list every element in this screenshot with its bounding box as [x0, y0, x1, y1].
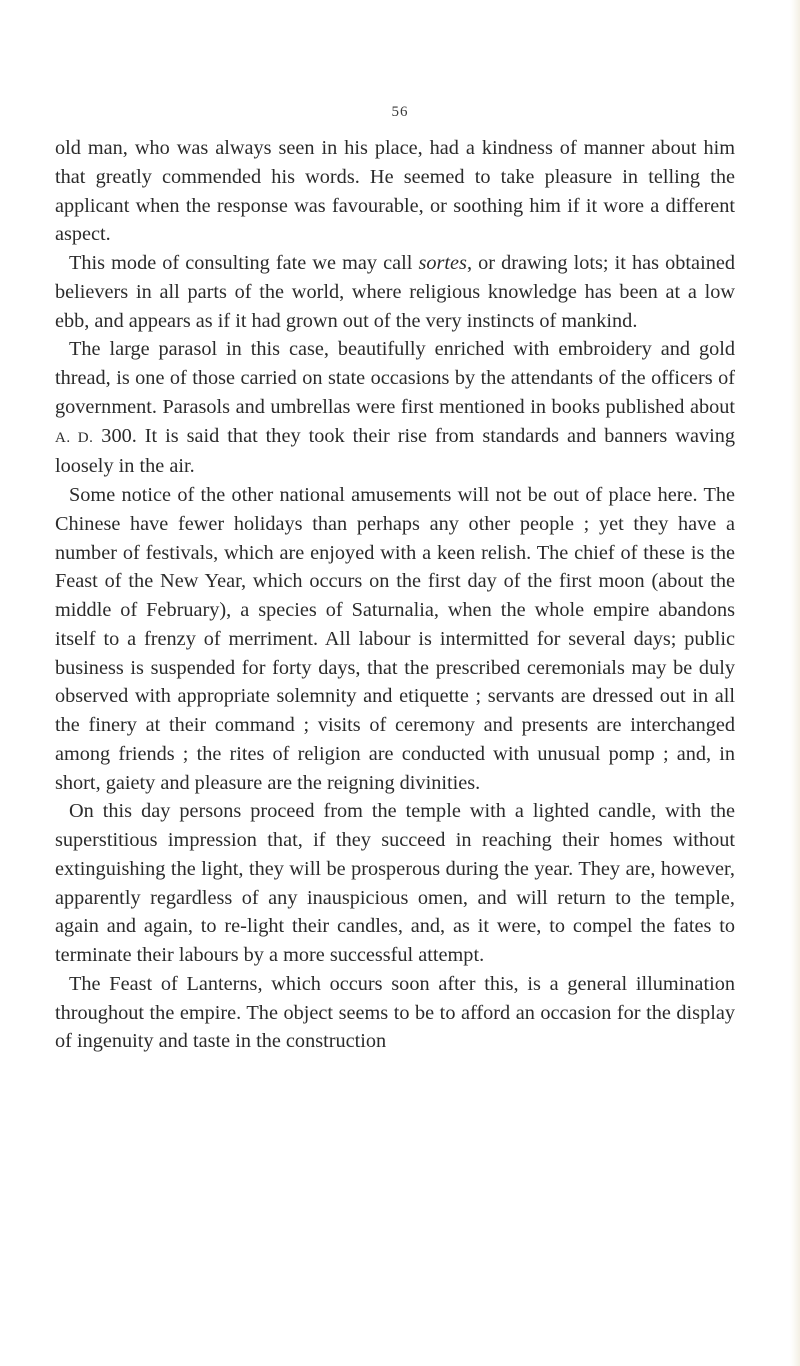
- paragraph-2-text-b: , or drawing lots; it has obtained believers in all parts of the world, where religious knowledge has been at a low ebb, and appears as if it had grown out of the very instincts of mankind.: [55, 252, 735, 332]
- paragraph-6-text: The Feast of Lanterns, which occurs soon after this, is a general illumination throughout the empire. The object seems to be to afford an occasion for the display of ingenuity and taste in the construction: [55, 972, 735, 1053]
- era-abbreviation: A. D.: [55, 429, 94, 446]
- paragraph-4-text: Some notice of the other national amusements will not be out of place here. The Chinese have fewer holidays than perhaps any other people ; yet they have a number of festivals, which are enjoyed with a keen relish. The chief of these is the Feast of the New Year, which occurs on the first day of the first moon (about the middle of February), a species of Saturnalia, when the whole empire abandons itself to a frenzy of merriment. All labour is intermitted for several days; public business is suspended for forty days, that the prescribed ceremonials may be duly observed with appropriate solemnity and etiquette ; servants are dressed out in all the finery at their command ; visits of ceremony and presents are interchanged among friends ; the rites of religion are conducted with unusual pomp ; and, in short, gaiety and pleasure are the reigning divinities.: [55, 484, 735, 794]
- paragraph-3-text-b: 300. It is said that they took their rise from standards and banners waving loosely in the air.: [55, 424, 735, 478]
- paragraph-3-text-a: The large parasol in this case, beautifully enriched with embroidery and gold thread, is one of those carried on state occasions by the attendants of the officers of government. Parasols and umbrellas were first mentioned in books published about: [55, 338, 735, 418]
- paragraph-1-text: old man, who was always seen in his place, had a kindness of manner about him that greatly commended his words. He seemed to take pleasure in telling the applicant when the response was favourable, or soothing him if it wore a different aspect.: [55, 137, 735, 246]
- page-edge-shadow: [790, 0, 800, 1366]
- paragraph-1: [55, 134, 735, 249]
- paragraph-2: [55, 249, 735, 335]
- paragraph-4: [55, 481, 735, 797]
- sortes-italic-term: sortes: [418, 252, 467, 274]
- page-body-text: [55, 134, 735, 1056]
- paragraph-3: [55, 335, 735, 481]
- paragraph-2-text-a: This mode of consulting fate we may call: [69, 252, 419, 274]
- paragraph-6: [55, 970, 735, 1056]
- paragraph-5-text: On this day persons proceed from the temple with a lighted candle, with the superstitious impression that, if they succeed in reaching their homes without extinguishing the light, they will be prosperous during the year. They are, however, apparently regardless of any inauspicious omen, and will return to the temple, again and again, to re-light their candles, and, as it were, to compel the fates to terminate their labours by a more successful attempt.: [55, 800, 735, 966]
- page-number: 56: [391, 104, 409, 120]
- paragraph-5: [55, 797, 735, 970]
